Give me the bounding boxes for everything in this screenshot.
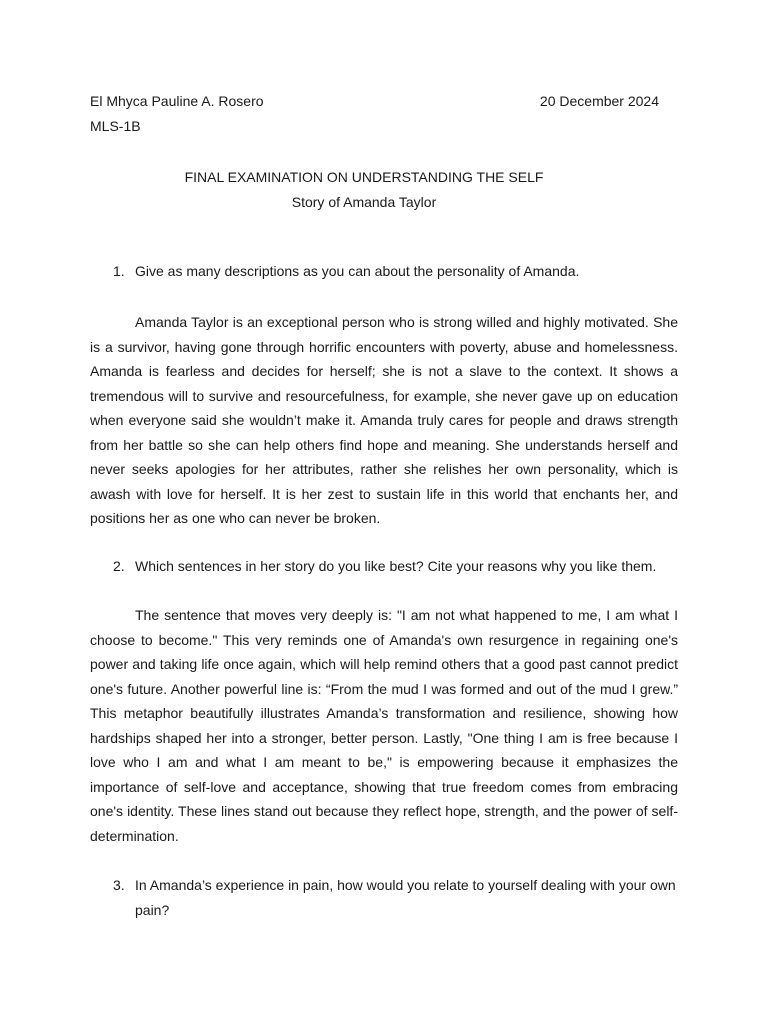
answer-2: The sentence that moves very deeply is: "I am not what happened to me, I am what I choose to become." This very reminds one of Amanda's own resurgence in regaining one's power and taking life once again, which will help remind others that a good past cannot predict one's future. Another powerful line is: “From the mud I was formed and out of the mud I grew.” This metaphor beautifully illustrates Amanda’s transformation and resilience, showing how hardships shaped her into a stronger, better person. Lastly, "One thing I am is free because I love who I am and what I am meant to be," is empowering because it emphasizes the importance of self-love and acceptance, showing that true freedom comes from embracing one's identity. These lines stand out because they reflect hope, strength, and the power of self-determination. <box>90 607 678 844</box>
question-text: Give as many descriptions as you can about the personality of Amanda. <box>135 263 580 279</box>
question-number: 3. <box>113 877 125 893</box>
title-block <box>90 165 638 214</box>
document-header <box>90 91 678 111</box>
section-code: MLS-1B <box>90 118 141 134</box>
document-subtitle: Story of Amanda Taylor <box>291 193 437 210</box>
question-number: 2. <box>113 558 125 574</box>
question-3 <box>90 873 678 922</box>
question-1 <box>90 259 678 284</box>
question-number: 1. <box>113 263 125 279</box>
question-text: In Amanda’s experience in pain, how would you relate to yourself dealing with your own pain? <box>135 877 676 918</box>
document-date: 20 December 2024 <box>539 93 659 109</box>
question-text: Which sentences in her story do you like best? Cite your reasons why you like them. <box>135 558 657 574</box>
answer-1: Amanda Taylor is an exceptional person who is strong willed and highly motivated. She is a survivor, having gone through horrific encounters with poverty, abuse and homelessness. Amanda is fearless and decides for herself; she is not a slave to the context. It shows a tremendous will to survive and resourcefulness, for example, she never gave up on education when everyone said she wouldn’t make it. Amanda truly cares for people and draws strength from her battle so she can help others find hope and meaning. She understands herself and never seeks apologies for her attributes, rather she relishes her own personality, which is awash with love for herself. It is her zest to sustain life in this world that enchants her, and positions her as one who can never be broken. <box>90 314 678 526</box>
question-2 <box>90 554 678 579</box>
author-name: El Mhyca Pauline A. Rosero <box>90 93 264 109</box>
document-title: FINAL EXAMINATION ON UNDERSTANDING THE SELF <box>184 169 544 185</box>
